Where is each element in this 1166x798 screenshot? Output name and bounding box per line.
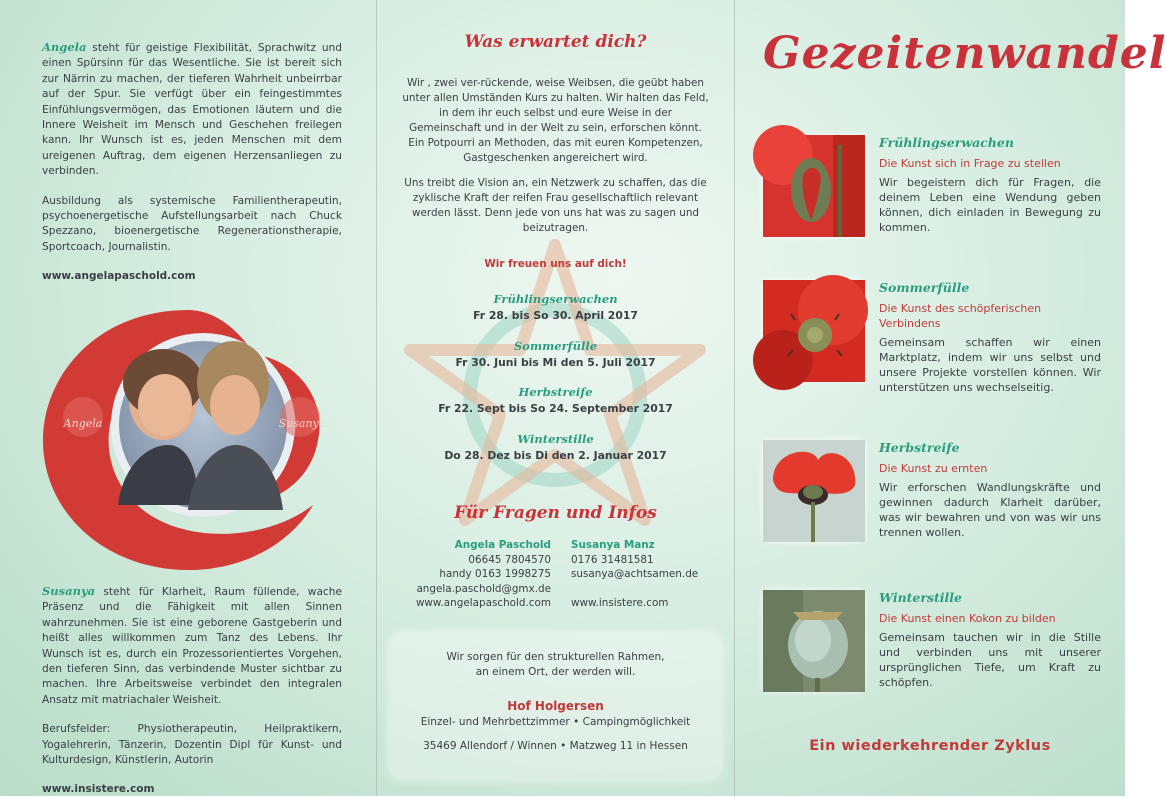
- panel-right: [735, 0, 1166, 796]
- contact-website[interactable]: www.insistere.com: [571, 597, 669, 610]
- angela-bio-text: steht für geistige Flexibilität, Sprachwitz und einen Spürsinn für das Wesentliche. Sie ist bereit sich zur Närrin zu machen, der tieferen Wahrheit unbeirrbar auf der Spur. Sie verfügt über ein feingestimmtes Einfühlungsvermögen, das Emotionen läutern und die Innere Weisheit im Mensch und Geschehen freilegen kann. Ihr Wunsch ist es, jeden Menschen mit dem ureigenen Auftrag, dem eigenen Herzensanliegen zu verbinden.: [42, 42, 342, 178]
- term-winter: [377, 432, 734, 462]
- angela-education: Ausbildung als systemische Familientherapeutin, psychoenergetische Aufstellungsarbeit nach Chuck Spezzano, bioenergetische Regenerationstherapie, Sportcoach, Journalistin.: [42, 194, 342, 253]
- susanya-professions: Berufsfelder: Physiotherapeutin, Heilpraktikern, Yogalehrerin, Tänzerin, Dozentin Dipl für Kunst- und Kulturdesign, Künstlerin, Autorin: [42, 723, 342, 767]
- venue-intro: Wir sorgen für den strukturellen Rahmen, an einem Ort, der werden will.: [446, 651, 665, 678]
- contact-susanya: [571, 538, 698, 611]
- susanya-website-link[interactable]: www.insistere.com: [42, 783, 155, 796]
- term-spring: [377, 292, 734, 322]
- contact-name: Angela Paschold: [454, 539, 551, 551]
- contact-name: Susanya Manz: [571, 539, 655, 551]
- cycle-footer: Ein wiederkehrender Zyklus: [809, 738, 1051, 754]
- season-autumn: [763, 440, 1103, 550]
- yin-yang-emblem: [38, 305, 338, 575]
- season-summer: [763, 280, 1103, 394]
- panel-middle: [377, 0, 734, 796]
- venue-rooms: Einzel- und Mehrbettzimmer • Campingmöglichkeit: [420, 716, 691, 728]
- season-name: Winterstille: [879, 590, 962, 605]
- contact-phone: 06645 7804570: [468, 553, 551, 566]
- season-body: [879, 280, 1101, 395]
- susanya-bio-text: steht für Klarheit, Raum füllende, wache Präsenz und die Fähigkeit mit allen Sinnen wahrzunehmen. Sie ist eine geborene Gastgeberin und heißt alles willkommen zum Tanz des Lebens. Ihr Wunsch ist es, durch ein Prozessorientiertes Vorgehen, den tieferen Sinn, das verbindende Muster sichtbar zu machen. Ihre Arbeitsweise verbindet den integralen Ansatz mit matriachaler Weisheit.: [42, 586, 342, 706]
- venue-name: Hof Holgersen: [507, 699, 604, 713]
- poppy-capsule-image: [763, 590, 865, 692]
- angela-name: Angela: [42, 40, 87, 54]
- intro-paragraph-2: Uns treibt die Vision an, ein Netzwerk zu schaffen, das die zyklische Kraft der reifen Frau gesellschaftlich relevant werden lässt. Denn jede von uns hat was zu sagen und beizutragen.: [404, 177, 707, 234]
- angela-website-link[interactable]: www.angelapaschold.com: [42, 270, 196, 283]
- season-text: Wir begeistern dich für Fragen, die deinem Leben eine Wendung geben können, dich einladen in Bewegung zu kommen.: [879, 176, 1101, 234]
- contact-website[interactable]: www.angelapaschold.com: [415, 597, 551, 610]
- contact-mobile: handy 0163 1998275: [439, 568, 551, 581]
- season-body: [879, 135, 1101, 235]
- term-name: Herbstreife: [518, 385, 593, 399]
- season-text: Gemeinsam tauchen wir in die Stille und verbinden uns mit unserer ursprünglichen Tiefe, um Kraft zu schöpfen.: [879, 631, 1101, 689]
- intro-paragraph-1: Wir , zwei ver-rückende, weise Weibsen, die geübt haben unter allen Umständen Kurs zu halten. Wir halten das Feld, in dem ihr euch selbst und eure Weise in der Gemeinschaft und in der Welt zu sein, erforschen könnt. Ein Potpourri an Methoden, das mit euren Kompetenzen, Gastgeschenken angereichert wird.: [402, 77, 709, 164]
- season-text: Wir erforschen Wandlungskräfte und gewinnen dadurch Klarheit darüber, was wir bewahren und von was wir uns trennen wollen.: [879, 481, 1101, 539]
- angela-bio: [42, 40, 342, 285]
- term-name: Winterstille: [517, 432, 594, 446]
- season-name: Sommerfülle: [879, 280, 970, 295]
- season-spring: [763, 135, 1103, 245]
- term-name: Sommerfülle: [513, 339, 598, 353]
- poppy-bud-image: [763, 135, 865, 237]
- season-text: Gemeinsam schaffen wir einen Marktplatz, indem wir uns selbst und unsere Projekte vorstellen können. Wir unterstützen uns wechselseitig.: [879, 336, 1101, 394]
- venue-address: 35469 Allendorf / Winnen • Matzweg 11 in Hessen: [423, 740, 688, 752]
- susanya-name: Susanya: [42, 584, 96, 598]
- venue-box: [389, 632, 722, 780]
- pentagram-icon: [405, 235, 705, 525]
- season-subtitle: Die Kunst einen Kokon zu bilden: [879, 612, 1056, 625]
- term-date: Do 28. Dez bis Di den 2. Januar 2017: [444, 449, 667, 462]
- season-subtitle: Die Kunst sich in Frage zu stellen: [879, 157, 1061, 170]
- term-name: Frühlingserwachen: [493, 292, 618, 306]
- contact-email[interactable]: angela.paschold@gmx.de: [416, 582, 551, 595]
- welcome-text: Wir freuen uns auf dich!: [484, 258, 627, 270]
- poppy-seedhead-image: [763, 440, 865, 542]
- season-winter: [763, 590, 1103, 700]
- season-body: [879, 590, 1101, 690]
- season-name: Frühlingserwachen: [879, 135, 1014, 150]
- term-date: Fr 22. Sept bis So 24. September 2017: [438, 402, 673, 415]
- term-autumn: [377, 385, 734, 415]
- term-summer: [377, 339, 734, 369]
- label-susanya: Susanya: [278, 417, 326, 430]
- flyer-title: Gezeitenwandel: [763, 28, 1166, 79]
- contact-heading: Für Fragen und Infos: [454, 503, 657, 523]
- poppy-flower-image: [763, 280, 865, 382]
- contact-email[interactable]: susanya@achtsamen.de: [571, 568, 699, 581]
- term-date: Fr 30. Juni bis Mi den 5. Juli 2017: [455, 356, 656, 369]
- contact-angela: [416, 538, 551, 611]
- panel-left: [0, 0, 376, 796]
- term-date: Fr 28. bis So 30. April 2017: [473, 309, 638, 322]
- susanya-bio: [42, 584, 342, 798]
- label-angela: Angela: [63, 417, 103, 430]
- season-name: Herbstreife: [879, 440, 960, 455]
- season-subtitle: Die Kunst des schöpferischen Verbindens: [879, 302, 1042, 330]
- what-to-expect-heading: Was erwartet dich?: [464, 32, 647, 52]
- contact-phone: 0176 31481581: [571, 553, 654, 566]
- season-subtitle: Die Kunst zu ernten: [879, 462, 988, 475]
- season-body: [879, 440, 1101, 540]
